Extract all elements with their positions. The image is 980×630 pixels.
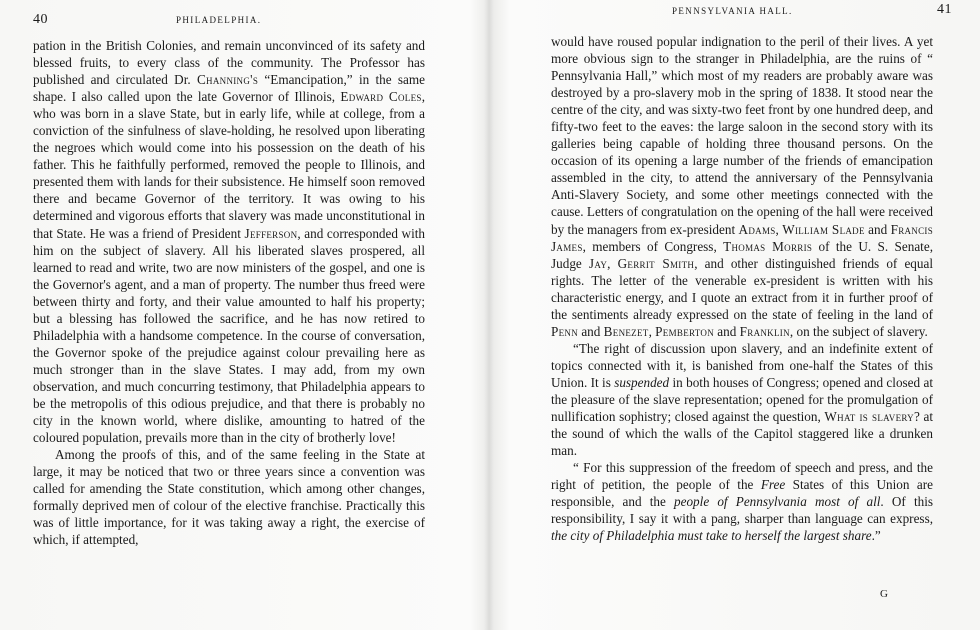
emphasis-text: Jefferson: [244, 225, 298, 241]
right-page-number: 41: [937, 2, 952, 17]
body-text: pation in the British Colonies, and remain unconvinced of its safety and blessed fruits, to every class of the community. The Professor has published and circulated Dr.: [33, 38, 425, 88]
paragraph: [551, 459, 933, 544]
emphasis-text: suspended: [614, 374, 670, 390]
left-page-number: 40: [33, 12, 48, 27]
emphasis-text: Edward Coles: [340, 89, 422, 105]
body-text: . Of this responsibility, I say it with a pang, sharper than language can express,: [551, 494, 934, 527]
body-text: “ For this suppression of the freedom of speech and press, and the right of petition, the people of the: [551, 460, 933, 493]
body-text: “Emancipation,” in the same shape. I also called upon the late Governor of Illinois,: [33, 72, 425, 105]
right-running-title: PENNSYLVANIA HALL.: [672, 6, 793, 16]
body-text: and: [714, 323, 740, 339]
emphasis-text: Free: [760, 477, 786, 493]
emphasis-text: What is slavery: [824, 409, 914, 425]
left-page: [0, 0, 488, 630]
body-text: and: [578, 323, 604, 339]
emphasis-text: Jay: [588, 255, 608, 271]
body-text: , on the subject of slavery.: [789, 323, 928, 339]
paragraph: [551, 340, 933, 459]
emphasis-text: Gerrit Smith: [617, 255, 695, 271]
emphasis-text: the city of Philadelphia must take to herself the largest share: [551, 528, 872, 544]
emphasis-text: William Slade: [782, 221, 865, 237]
paragraph: [551, 33, 933, 340]
paragraph: [33, 37, 425, 446]
body-text: in both houses of Congress; opened and closed at the pleasure of the slave representation; opened for the promulgation of nullification sophistry; closed against the question,: [551, 374, 933, 425]
body-text: and: [864, 221, 891, 237]
body-text: , and corresponded with him on the subject of slavery. All his liberated slaves prospered, all learned to read and write, two are now ministers of the gospel, and one is the Governor's agent, and a man of property. The number thus freed were between thirty and forty, and their value amounted to half his property; but a blessing has followed the sacrifice, and he has now retired to Philadelphia with a handsome competence. In the course of conversation, the Governor spoke of the prejudice against colour prevailing here as much stronger than in the slave States. I may add, from my own observation, and much concurring testimony, that Philadelphia appears to be the metropolis of this odious prejudice, and that there is probably no city in the known world, where dislike, amounting to hatred of the coloured population, prevails more than in the city of brotherly love!: [33, 225, 426, 446]
body-text: , and other distinguished friends of equal rights. The letter of the venerable ex-president is written with his characteristic energy, and I quote an extract from it in further proof of the sentiments already expressed on the state of feeling in the land of: [551, 255, 934, 322]
emphasis-text: Channing's: [196, 72, 259, 88]
body-text: ,: [775, 221, 783, 237]
body-text: of the U. S. Senate, Judge: [551, 238, 933, 271]
body-text: ,: [648, 323, 656, 339]
body-text: , who was born in a slave State, but in early life, while at college, from a conviction of the sinfulness of slave-holding, he resolved upon liberating the negroes which would come into his possession on the death of his father. This he faithfully performed, removed the people to Illinois, and presented them with lands for their subsistence. He himself soon removed there and became Governor of the territory. It was owing to his determined and vigorous efforts that slavery was made unconstitutional in that State. He was a friend of President: [33, 89, 425, 241]
paragraph: [33, 446, 425, 548]
emphasis-text: Francis James: [551, 221, 934, 254]
body-text: States of this Union are responsible, and the: [551, 477, 933, 510]
signature-mark: G: [880, 588, 888, 600]
right-page: [490, 0, 980, 630]
left-page-body: [33, 37, 425, 548]
body-text: ? at the sound of which the walls of the Capitol staggered like a drunken man.: [551, 409, 933, 459]
body-text: Among the proofs of this, and of the same feeling in the State at large, it may be noticed that two or three years since a convention was called for amending the State constitution, which among other changes, formally deprived men of colour of the elective franchise. Practically this was of little importance, for it was taking away a right, the exercise of which, if attempted,: [33, 447, 425, 548]
emphasis-text: Adams: [738, 221, 776, 237]
emphasis-text: Benezet: [603, 323, 649, 339]
body-text: would have roused popular indignation to the peril of their lives. A yet more obvious sign to the stranger in Philadelphia, are the ruins of “ Pennsylvania Hall,” which most of my readers are probably aware was destroyed by a pro-slavery mob in the spring of 1838. It stood near the centre of the city, and was sixty-two feet front by one hundred deep, and fifty-two feet to the eaves: the large saloon in the second story with its galleries being capable of holding three thousand persons. On the occasion of its opening a large number of the friends of emancipation assembled in the city, to attend the anniversary of the Pennsylvania Anti-Slavery Society, and some other meetings connected with the cause. Letters of congratulation on the opening of the hall were received by the managers from ex-president: [551, 34, 933, 237]
body-text: , members of Congress,: [582, 238, 724, 254]
emphasis-text: Thomas Morris: [723, 238, 813, 254]
right-page-body: [551, 33, 933, 544]
emphasis-text: Pemberton: [655, 323, 714, 339]
body-text: “The right of discussion upon slavery, and an indefinite extent of topics connected with it, is banished from one-half the States of this Union. It is: [551, 340, 933, 390]
left-running-title: PHILADELPHIA.: [176, 15, 262, 25]
body-text: ,: [607, 255, 618, 271]
body-text: .”: [871, 528, 881, 544]
emphasis-text: Penn: [551, 323, 579, 339]
emphasis-text: people of Pennsylvania most of all: [674, 494, 881, 510]
emphasis-text: Franklin: [739, 323, 790, 339]
